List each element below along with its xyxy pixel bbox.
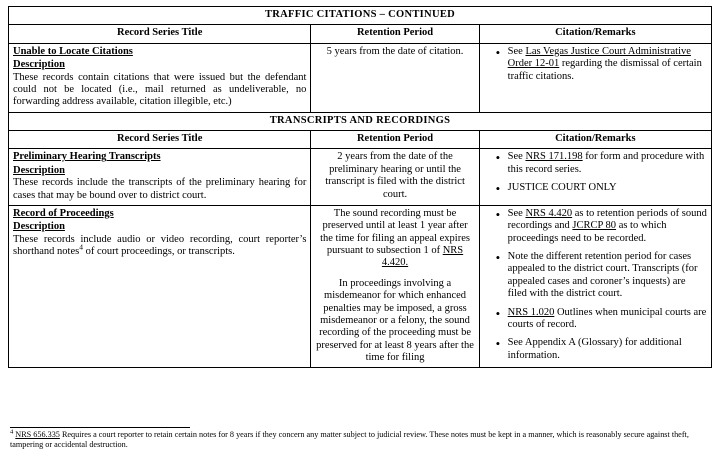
column-header-row (9, 25, 712, 43)
list-item: • See Appendix A (Glossary) for additional information. (498, 337, 707, 362)
retention-paragraph: The sound recording must be preserved until at least 1 year after the time for filing an appeal expires pursuant to subsection 1 of NRS 4.420. (320, 207, 470, 269)
record-series-title: Record of Proceedings (13, 207, 114, 219)
citation-remarks-cell (479, 149, 711, 206)
record-series-cell (9, 149, 311, 206)
description-text: These records contain citations that were issued but the defendant could not be located (i.e., mail returned as undeliverable, no forwarding address available, citation illegible, etc.) (13, 71, 307, 108)
remarks-list (484, 208, 707, 362)
column-header-retention-period: Retention Period (311, 25, 479, 43)
list-item: • See NRS 171.198 for form and procedure with this record series. (498, 151, 707, 176)
link-nrs-4-420[interactable]: NRS 4.420. (381, 245, 464, 269)
table-row (9, 43, 712, 112)
table-row (9, 149, 712, 206)
footnote-marker: 4 (10, 427, 14, 435)
record-series-cell (9, 43, 311, 112)
record-series-description (13, 59, 306, 109)
column-header-record-series-title: Record Series Title (9, 131, 311, 149)
link-nrs-4-420[interactable]: NRS 4.420 (525, 207, 573, 219)
record-series-title: Unable to Locate Citations (13, 45, 133, 57)
footnote-divider (10, 427, 190, 428)
section-banner-transcripts-recordings: TRANSCRIPTS AND RECORDINGS (9, 112, 712, 130)
record-series-description (13, 165, 306, 202)
description-label: Description (13, 59, 65, 71)
column-header-citation-remarks: Citation/Remarks (479, 131, 711, 149)
description-label: Description (13, 221, 65, 233)
link-nrs-171-198[interactable]: NRS 171.198 (525, 151, 583, 163)
list-item: • JUSTICE COURT ONLY (498, 182, 707, 194)
remarks-list (484, 46, 707, 83)
list-item: • See NRS 4.420 as to retention periods of sound recordings and JCRCP 80 as to which proceedings need to be recorded. (498, 208, 707, 245)
link-nrs-1-020[interactable]: NRS 1.020 (507, 306, 555, 318)
record-series-description (13, 221, 306, 258)
section-banner-row (9, 7, 712, 25)
citation-remarks-cell (479, 43, 711, 112)
list-item: • Note the different retention period for cases appealed to the district court. Transcripts (for appealed cases and coroner’s inquests) are filed with the district court. (498, 251, 707, 301)
retention-paragraph: 2 years from the date of the preliminary hearing or until the transcript is filed with the district court. (325, 151, 465, 200)
record-series-title: Preliminary Hearing Transcripts (13, 151, 161, 163)
retention-paragraph: 5 years from the date of citation. (326, 45, 464, 57)
table-row (9, 205, 712, 368)
retention-period-cell (311, 205, 479, 368)
footnote-marker: 4 (79, 242, 83, 252)
column-header-citation-remarks: Citation/Remarks (479, 25, 711, 43)
column-header-record-series-title: Record Series Title (9, 25, 311, 43)
list-item: • See Las Vegas Justice Court Administrative Order 12-01 regarding the dismissal of certain traffic citations. (498, 46, 707, 83)
footnote (10, 427, 710, 451)
link-lvjc-administrative-order[interactable]: Las Vegas Justice Court Administrative Order 12-01 (507, 45, 691, 70)
retention-period-cell (311, 43, 479, 112)
retention-period-cell (311, 149, 479, 206)
description-text: These records include audio or video recording, court reporter’s shorthand notes$^4$ of court proceedings, or transcripts. (13, 233, 307, 257)
footnote-body: Requires a court reporter to retain certain notes for 8 years if they concern any matter subject to judicial review. These notes must be kept in a manner, which is reasonably secure against theft, tampering or accidental destruction. (10, 429, 689, 449)
record-series-cell (9, 205, 311, 368)
column-header-retention-period: Retention Period (311, 131, 479, 149)
column-header-row (9, 131, 712, 149)
description-label: Description (13, 164, 65, 176)
description-text: These records include the transcripts of the preliminary hearing for cases that may be bound over to district court. (13, 177, 307, 201)
link-jcrcp-80[interactable]: JCRCP 80 (572, 220, 617, 232)
section-banner-traffic-citations: TRAFFIC CITATIONS – CONTINUED (9, 7, 712, 25)
records-retention-table (8, 6, 712, 368)
list-item: • NRS 1.020 Outlines when municipal courts are courts of record. (498, 307, 707, 332)
link-nrs-656-335[interactable]: NRS 656.335 (15, 429, 60, 439)
remarks-list (484, 151, 707, 194)
footnote-text (10, 427, 710, 451)
section-banner-row (9, 112, 712, 130)
retention-paragraph: In proceedings involving a misdemeanor for which enhanced penalties may be imposed, a gross misdemeanor or a felony, the sound recording of the proceeding must be preserved for at least 8 years after the time for filing (316, 277, 474, 363)
citation-remarks-cell (479, 205, 711, 368)
